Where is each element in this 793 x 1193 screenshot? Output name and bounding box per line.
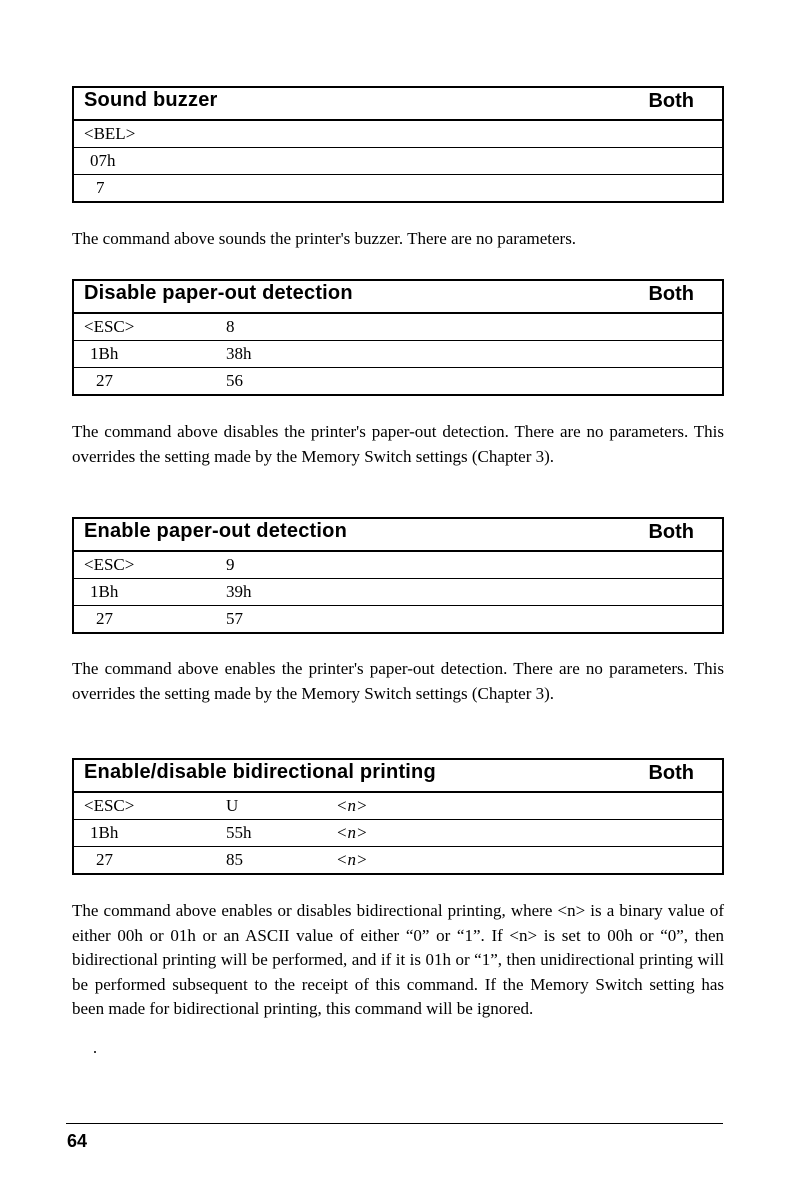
code-cell: <ESC> <box>84 555 135 574</box>
command-row-symbolic <box>74 314 722 341</box>
footer-rule <box>66 1123 723 1124</box>
parameter-cell: <n> <box>336 850 368 869</box>
page-number: 64 <box>67 1131 88 1151</box>
command-table-disable-paper-out <box>72 279 724 396</box>
command-title: Enable paper-out detection <box>84 520 348 542</box>
command-description: The command above disables the printer's paper-out detection. There are no parameters. This overrides the setting made by the Memory Switch settings (Chapter 3). <box>72 422 724 466</box>
parameter-cell: <n> <box>336 823 368 842</box>
code-cell: <ESC> <box>84 796 135 815</box>
code-cell: 55h <box>226 823 252 842</box>
code-cell: 1Bh <box>90 344 119 363</box>
code-cell: 56 <box>226 371 243 390</box>
command-table-enable-paper-out <box>72 517 724 634</box>
code-cell: 27 <box>96 609 113 628</box>
code-cell: 1Bh <box>90 823 119 842</box>
code-cell: 27 <box>96 850 113 869</box>
command-mode: Both <box>648 90 694 112</box>
command-table-sound-buzzer <box>72 86 724 203</box>
code-cell: U <box>226 796 239 815</box>
command-header <box>74 281 722 314</box>
command-title: Sound buzzer <box>84 89 218 111</box>
command-description: The command above enables the printer's paper-out detection. There are no parameters. This overrides the setting made by the Memory Switch settings (Chapter 3). <box>72 659 724 703</box>
command-row-hex <box>74 341 722 368</box>
command-row-hex <box>74 148 722 175</box>
code-cell: 7 <box>96 178 105 197</box>
command-mode: Both <box>648 762 694 784</box>
command-row-decimal <box>74 847 722 873</box>
command-header <box>74 760 722 793</box>
parameter-cell: <n> <box>336 796 368 815</box>
command-mode: Both <box>648 283 694 305</box>
code-cell: 85 <box>226 850 243 869</box>
code-cell: 38h <box>226 344 252 363</box>
command-row-hex <box>74 579 722 606</box>
command-description: The command above sounds the printer's buzzer. There are no parameters. <box>72 229 577 248</box>
command-row-decimal <box>74 175 722 201</box>
command-header <box>74 519 722 552</box>
command-description: The command above enables or disables bidirectional printing, where <n> is a binary value of either 00h or 01h or an ASCII value of either “0” or “1”. If <n> is set to 00h or “0”, then bidirectional printing will be performed, and if it is 01h or “1”, then unidirectional printing will be performed subsequent to the receipt of this command. If the Memory Switch setting has been made for bidirectional printing, this command will be ignored. <box>72 901 724 1018</box>
code-cell: 1Bh <box>90 582 119 601</box>
command-row-symbolic <box>74 552 722 579</box>
command-mode: Both <box>648 521 694 543</box>
code-cell: 27 <box>96 371 113 390</box>
command-row-symbolic <box>74 793 722 820</box>
command-row-hex <box>74 820 722 847</box>
command-row-decimal <box>74 368 722 394</box>
stray-dot <box>94 1051 96 1053</box>
code-cell: 8 <box>226 317 235 336</box>
code-cell: 9 <box>226 555 235 574</box>
command-table-bidirectional <box>72 758 724 875</box>
command-header <box>74 88 722 121</box>
code-cell: 07h <box>90 151 116 170</box>
command-row-decimal <box>74 606 722 632</box>
code-cell: 39h <box>226 582 252 601</box>
code-cell: 57 <box>226 609 243 628</box>
command-row-symbolic <box>74 121 722 148</box>
code-cell: <ESC> <box>84 317 135 336</box>
code-cell: <BEL> <box>84 124 136 143</box>
command-title: Enable/disable bidirectional printing <box>84 761 436 783</box>
command-title: Disable paper-out detection <box>84 282 353 304</box>
